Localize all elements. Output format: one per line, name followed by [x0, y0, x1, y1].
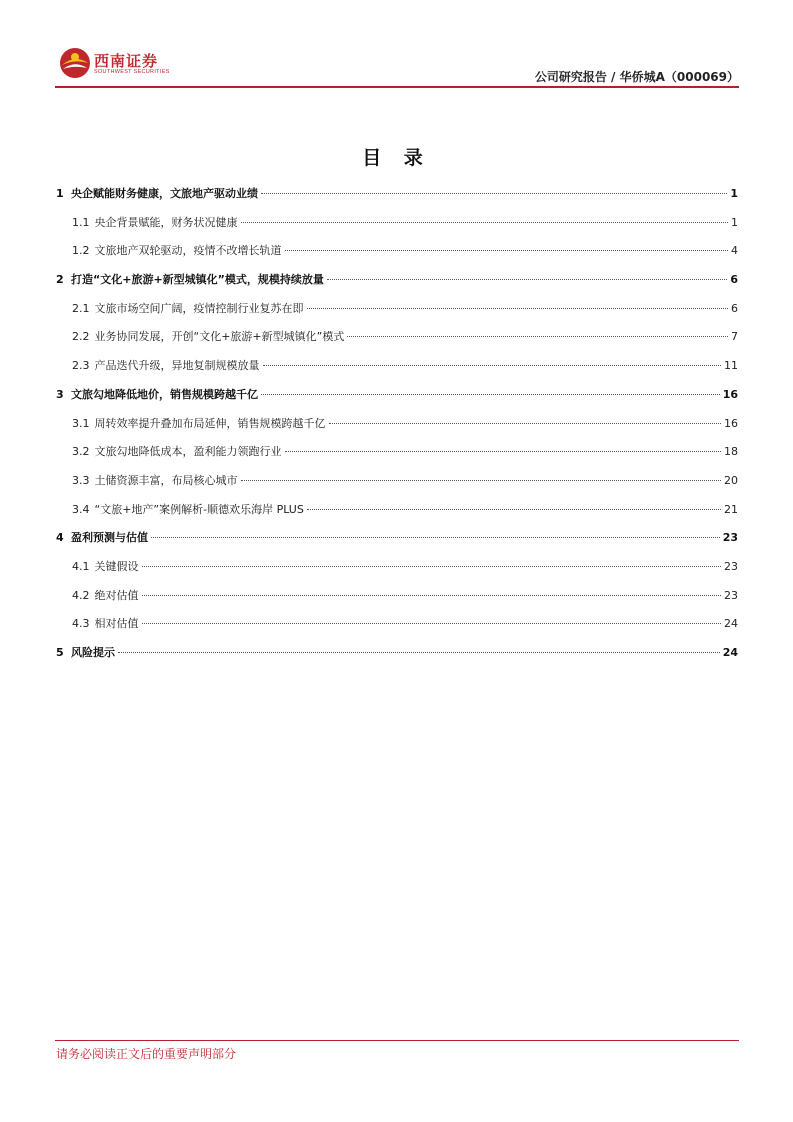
toc-entry-label: 风险提示	[71, 646, 115, 659]
toc-entry-number: 3.3	[72, 473, 90, 487]
toc-entry-number: 3	[56, 387, 64, 401]
toc-entry[interactable]	[56, 473, 738, 502]
toc-entry-page: 4	[731, 244, 738, 258]
toc-entry-label: 周转效率提升叠加布局延伸，销售规模跨越千亿	[94, 416, 326, 430]
toc-entry-label: 相对估值	[94, 617, 139, 631]
toc-entry-page: 24	[724, 617, 738, 631]
toc-entry[interactable]	[56, 444, 738, 473]
toc-entry[interactable]	[56, 559, 738, 588]
toc-entry[interactable]	[56, 329, 738, 358]
toc-entry-number: 5	[56, 646, 64, 659]
toc-entry-number: 2.1	[72, 301, 90, 315]
toc-entry-page: 6	[731, 301, 738, 315]
toc-title: 目 录	[362, 147, 431, 169]
logo-text: 西南证券	[94, 52, 159, 70]
toc-leader-dots	[261, 193, 727, 194]
toc-entry[interactable]	[56, 272, 738, 301]
toc-leader-dots	[142, 595, 722, 596]
toc-entry-label: 文旅勾地降低地价，销售规模跨越千亿	[71, 387, 258, 401]
toc-entry-label: 央企赋能财务健康，文旅地产驱动业绩	[71, 187, 258, 200]
toc-leader-dots	[241, 222, 729, 223]
header-divider	[55, 86, 739, 88]
toc-entry[interactable]	[56, 387, 738, 416]
toc-entry-number: 4.1	[72, 559, 90, 573]
toc-entry-page: 1	[731, 215, 738, 229]
toc-entry-number: 4.2	[72, 588, 90, 602]
toc-entry[interactable]	[56, 588, 738, 617]
toc-entry[interactable]	[56, 616, 738, 645]
toc-entry-label: 绝对估值	[94, 588, 139, 602]
toc-leader-dots	[151, 537, 720, 538]
toc-entry[interactable]	[56, 243, 738, 272]
toc-entry-page: 6	[730, 273, 738, 287]
toc-entry-label: 业务协同发展，开创“文化+旅游+新型城镇化”模式	[94, 330, 345, 344]
footer-notice: 请务必阅读正文后的重要声明部分	[56, 1047, 237, 1061]
toc-entry-label: 产品迭代升级，异地复制规模放量	[94, 359, 260, 373]
toc-leader-dots	[307, 509, 721, 510]
company-logo	[58, 46, 178, 82]
toc-entry-page: 23	[724, 559, 738, 573]
toc-entry[interactable]	[56, 358, 738, 387]
table-of-contents	[56, 186, 738, 674]
toc-entry-number: 4	[56, 531, 64, 545]
logo-emblem-icon	[58, 46, 92, 80]
toc-leader-dots	[285, 451, 722, 452]
toc-entry[interactable]	[56, 416, 738, 445]
toc-entry-number: 3.2	[72, 445, 90, 459]
toc-entry-page: 16	[722, 387, 738, 401]
toc-entry-page: 1	[730, 187, 738, 200]
toc-entry[interactable]	[56, 215, 738, 244]
toc-entry-number: 2.2	[72, 330, 90, 344]
toc-entry-page: 18	[724, 445, 738, 459]
toc-entry[interactable]	[56, 186, 738, 215]
toc-leader-dots	[285, 250, 729, 251]
toc-entry[interactable]	[56, 530, 738, 559]
toc-leader-dots	[142, 566, 722, 567]
toc-entry[interactable]	[56, 645, 738, 674]
toc-leader-dots	[327, 279, 727, 280]
toc-entry-number: 4.3	[72, 617, 90, 631]
toc-entry-number: 3.1	[72, 416, 90, 430]
toc-leader-dots	[261, 394, 720, 395]
toc-entry-page: 23	[724, 588, 738, 602]
toc-entry-label: 土储资源丰富，布局核心城市	[94, 473, 238, 487]
toc-leader-dots	[241, 480, 722, 481]
toc-entry-label: 打造“文化+旅游+新型城镇化”模式，规模持续放量	[71, 273, 324, 287]
toc-entry-label: 文旅勾地降低成本，盈利能力领跑行业	[94, 445, 282, 459]
toc-entry-page: 11	[724, 359, 738, 373]
toc-entry-number: 1	[56, 187, 64, 200]
toc-leader-dots	[329, 423, 722, 424]
toc-entry-page: 20	[724, 473, 738, 487]
toc-entry-number: 1.2	[72, 244, 90, 258]
report-label: 公司研究报告 / 华侨城A（000069）	[534, 70, 739, 84]
toc-entry-page: 16	[724, 416, 738, 430]
toc-leader-dots	[263, 365, 722, 366]
toc-entry-label: “文旅+地产”案例解析-顺德欢乐海岸 PLUS	[94, 502, 304, 516]
toc-entry-page: 23	[722, 531, 738, 545]
toc-leader-dots	[142, 623, 722, 624]
toc-entry-label: 文旅地产双轮驱动，疫情不改增长轨道	[94, 244, 282, 258]
toc-entry-number: 2.3	[72, 359, 90, 373]
logo-subtext: SOUTHWEST SECURITIES	[94, 69, 170, 75]
toc-entry-number: 2	[56, 273, 64, 287]
toc-entry-page: 24	[722, 646, 738, 659]
toc-entry-number: 3.4	[72, 502, 90, 516]
toc-entry-label: 央企背景赋能，财务状况健康	[94, 215, 238, 229]
toc-leader-dots	[118, 652, 720, 653]
toc-entry-label: 文旅市场空间广阔，疫情控制行业复苏在即	[94, 301, 304, 315]
toc-leader-dots	[307, 308, 729, 309]
toc-leader-dots	[347, 336, 728, 337]
toc-entry[interactable]	[56, 301, 738, 330]
footer-divider	[55, 1040, 739, 1041]
toc-entry-label: 关键假设	[94, 559, 139, 573]
toc-entry[interactable]	[56, 502, 738, 531]
toc-entry-label: 盈利预测与估值	[71, 531, 148, 545]
toc-entry-page: 21	[724, 502, 738, 516]
toc-entry-page: 7	[731, 330, 738, 344]
toc-entry-number: 1.1	[72, 215, 90, 229]
